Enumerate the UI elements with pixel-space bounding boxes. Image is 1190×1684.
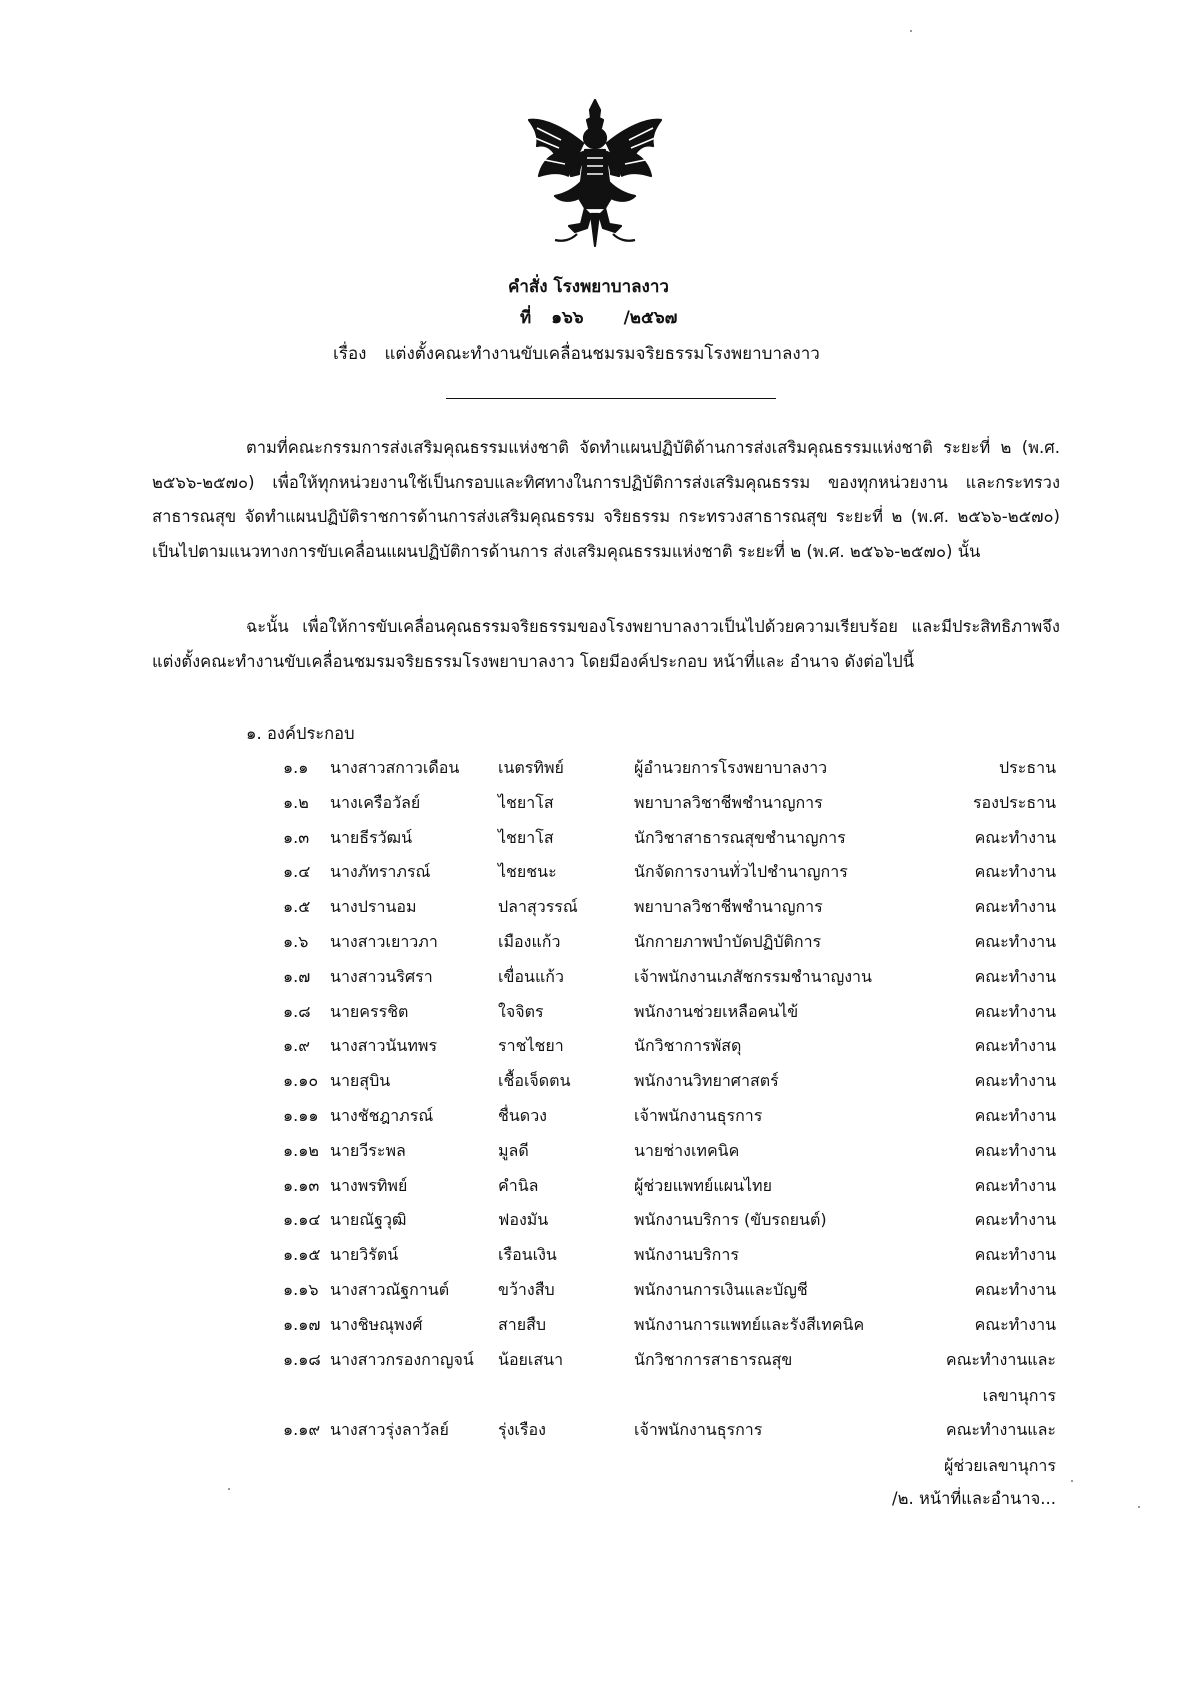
member-role: คณะทำงานและ bbox=[945, 1419, 1056, 1439]
member-row bbox=[0, 930, 1190, 965]
member-role: คณะทำงาน bbox=[974, 897, 1056, 917]
member-name: นางสาวเยาวภา bbox=[330, 931, 438, 951]
scan-speck bbox=[1071, 1480, 1073, 1482]
order-number bbox=[520, 306, 677, 330]
member-name: นายวีระพล bbox=[330, 1140, 406, 1160]
member-surname: ขว้างสืบ bbox=[498, 1279, 555, 1299]
member-role: ประธาน bbox=[998, 758, 1056, 777]
member-role: คณะทำงาน bbox=[974, 1036, 1056, 1056]
member-position: นักวิชาการสาธารณสุข bbox=[634, 1349, 793, 1369]
member-position: เจ้าพนักงานเภสัชกรรมชำนาญงาน bbox=[634, 966, 872, 986]
member-surname: ใจจิตร bbox=[498, 1001, 544, 1021]
member-name: นางสาวสกาวเดือน bbox=[330, 758, 460, 777]
scan-speck bbox=[1138, 1506, 1140, 1508]
order-number-label: ที่ bbox=[520, 308, 532, 328]
member-surname: เนตรทิพย์ bbox=[498, 758, 564, 777]
scan-speck bbox=[910, 30, 912, 32]
member-position: พนักงานการแพทย์และรังสีเทคนิค bbox=[634, 1314, 865, 1334]
member-position: พนักงานบริการ bbox=[634, 1245, 739, 1265]
member-position: พยาบาลวิชาชีพชำนาญการ bbox=[634, 792, 823, 812]
member-name: นางชิษณุพงศ์ bbox=[330, 1314, 423, 1334]
member-number: ๑.๕ bbox=[283, 897, 311, 917]
member-row bbox=[0, 1000, 1190, 1035]
member-row bbox=[0, 1139, 1190, 1174]
member-role-continued: ผู้ช่วยเลขานุการ bbox=[944, 1455, 1056, 1475]
member-number: ๑.๗ bbox=[283, 966, 311, 986]
member-name: นายสุบิน bbox=[330, 1071, 391, 1091]
page-continuation: /๒. หน้าที่และอำนาจ... bbox=[892, 1489, 1056, 1508]
member-surname: ราชไชยา bbox=[498, 1036, 564, 1056]
member-role: คณะทำงานและ bbox=[945, 1349, 1056, 1369]
member-surname: ไชยาโส bbox=[498, 827, 554, 847]
member-position: พนักงานช่วยเหลือคนไข้ bbox=[634, 1001, 799, 1021]
member-position: เจ้าพนักงานธุรการ bbox=[634, 1419, 763, 1439]
header-divider bbox=[446, 398, 776, 399]
member-role: คณะทำงาน bbox=[974, 1279, 1056, 1299]
member-name: นางสาวนันทพร bbox=[330, 1036, 438, 1056]
member-surname: ชื่นดวง bbox=[498, 1105, 547, 1125]
member-position: พยาบาลวิชาชีพชำนาญการ bbox=[634, 897, 823, 917]
member-surname: คำนิล bbox=[498, 1175, 539, 1195]
member-position: นักวิชาการพัสดุ bbox=[634, 1036, 742, 1056]
member-role: คณะทำงาน bbox=[974, 1071, 1056, 1091]
member-row bbox=[0, 1243, 1190, 1278]
member-row bbox=[0, 1313, 1190, 1348]
member-role: คณะทำงาน bbox=[974, 1001, 1056, 1021]
document-title: คำสั่ง โรงพยาบาลงาว bbox=[508, 277, 669, 297]
member-number: ๑.๔ bbox=[283, 862, 311, 882]
member-role: คณะทำงาน bbox=[974, 862, 1056, 882]
member-row bbox=[0, 1348, 1190, 1418]
member-number: ๑.๖ bbox=[283, 931, 309, 951]
member-name: นายวิรัตน์ bbox=[330, 1245, 399, 1265]
member-name: นางเครือวัลย์ bbox=[330, 792, 421, 812]
member-row bbox=[0, 1418, 1190, 1488]
subject-text: แต่งตั้งคณะทำงานขับเคลื่อนชมรมจริยธรรมโรงพยาบาลงาว bbox=[384, 344, 820, 364]
members-list bbox=[0, 756, 1190, 1488]
member-number: ๑.๑๕ bbox=[283, 1245, 321, 1265]
member-role: คณะทำงาน bbox=[974, 1210, 1056, 1230]
member-row bbox=[0, 1174, 1190, 1209]
member-name: นายณัฐวุฒิ bbox=[330, 1210, 407, 1230]
member-row bbox=[0, 1069, 1190, 1104]
member-surname: ฟองมัน bbox=[498, 1210, 549, 1230]
member-role: คณะทำงาน bbox=[974, 1314, 1056, 1334]
member-row bbox=[0, 791, 1190, 826]
member-row bbox=[0, 1034, 1190, 1069]
member-position: พนักงานบริการ (ขับรถยนต์) bbox=[634, 1210, 827, 1230]
member-role: คณะทำงาน bbox=[974, 1175, 1056, 1195]
member-name: นางชัชฎาภรณ์ bbox=[330, 1105, 434, 1125]
member-surname: มูลดี bbox=[498, 1140, 529, 1160]
member-name: นายธีรวัฒน์ bbox=[330, 827, 413, 847]
member-name: นางภัทราภรณ์ bbox=[330, 862, 431, 882]
member-position: เจ้าพนักงานธุรการ bbox=[634, 1105, 763, 1125]
member-row bbox=[0, 1104, 1190, 1139]
member-role: รองประธาน bbox=[972, 792, 1056, 812]
member-name: นางสาวณัฐกานต์ bbox=[330, 1279, 450, 1299]
member-name: นางสาวกรองกาญจน์ bbox=[330, 1349, 474, 1369]
member-surname: น้อยเสนา bbox=[498, 1349, 564, 1369]
member-row bbox=[0, 826, 1190, 861]
member-surname: ปลาสุวรรณ์ bbox=[498, 897, 578, 917]
member-position: พนักงานวิทยาศาสตร์ bbox=[634, 1071, 779, 1091]
member-role: คณะทำงาน bbox=[974, 1140, 1056, 1160]
member-number: ๑.๑๐ bbox=[283, 1071, 319, 1091]
member-name: นางพรทิพย์ bbox=[330, 1175, 408, 1195]
member-role-continued: เลขานุการ bbox=[982, 1385, 1056, 1405]
member-row bbox=[0, 1208, 1190, 1243]
member-row bbox=[0, 860, 1190, 895]
member-number: ๑.๑๔ bbox=[283, 1210, 321, 1230]
member-name: นางสาวนริศรา bbox=[330, 966, 433, 986]
member-row bbox=[0, 756, 1190, 791]
member-number: ๑.๓ bbox=[283, 827, 310, 847]
member-number: ๑.๑๒ bbox=[283, 1140, 319, 1160]
subject-label: เรื่อง bbox=[333, 344, 367, 364]
garuda-emblem-icon bbox=[525, 98, 665, 250]
order-number-value: ๑๖๖ bbox=[551, 308, 584, 328]
member-surname: สายสืบ bbox=[498, 1314, 547, 1334]
member-number: ๑.๑๑ bbox=[283, 1105, 319, 1125]
member-row bbox=[0, 965, 1190, 1000]
member-row bbox=[0, 895, 1190, 930]
member-number: ๑.๑๘ bbox=[283, 1349, 321, 1369]
member-position: นักวิชาสาธารณสุขชำนาญการ bbox=[634, 827, 846, 847]
member-name: นายครรชิต bbox=[330, 1001, 409, 1021]
member-surname: รุ่งเรือง bbox=[498, 1419, 546, 1439]
member-role: คณะทำงาน bbox=[974, 1105, 1056, 1125]
member-role: คณะทำงาน bbox=[974, 931, 1056, 951]
member-number: ๑.๑๗ bbox=[283, 1314, 321, 1334]
member-position: ผู้ช่วยแพทย์แผนไทย bbox=[634, 1175, 772, 1195]
body-paragraph-2: ฉะนั้น เพื่อให้การขับเคลื่อนคุณธรรมจริยธรรมของโรงพยาบาลงาวเป็นไปด้วยความเรียบร้อย และมีประสิทธิภาพจึงแต่งตั้งคณะทำงานขับเคลื่อนชมรมจริยธรรมโรงพยาบาลงาว โดยมีองค์ประกอบ หน้าที่และ อำนาจ ดังต่อไปนี้ bbox=[152, 617, 1060, 671]
member-number: ๑.๑๙ bbox=[283, 1419, 321, 1439]
member-role: คณะทำงาน bbox=[974, 827, 1056, 847]
member-surname: ไชยชนะ bbox=[498, 862, 557, 882]
scan-speck bbox=[228, 1488, 230, 1490]
member-role: คณะทำงาน bbox=[974, 966, 1056, 986]
member-surname: เขื่อนแก้ว bbox=[498, 966, 564, 986]
member-name: นางสาวรุ่งลาวัลย์ bbox=[330, 1419, 449, 1439]
member-number: ๑.๑ bbox=[283, 758, 309, 777]
member-surname: เมืองแก้ว bbox=[498, 931, 561, 951]
member-surname: เรือนเงิน bbox=[498, 1245, 557, 1265]
member-row bbox=[0, 1278, 1190, 1313]
member-surname: เชื้อเจ็ดตน bbox=[498, 1071, 571, 1091]
member-position: ผู้อำนวยการโรงพยาบาลงาว bbox=[634, 758, 828, 777]
member-position: นายช่างเทคนิค bbox=[634, 1140, 740, 1160]
member-number: ๑.๙ bbox=[283, 1036, 310, 1056]
member-name: นางปรานอม bbox=[330, 897, 417, 917]
member-surname: ไชยาโส bbox=[498, 792, 554, 812]
member-role: คณะทำงาน bbox=[974, 1245, 1056, 1265]
order-number-year: /๒๕๖๗ bbox=[623, 308, 678, 328]
member-number: ๑.๘ bbox=[283, 1001, 311, 1021]
member-number: ๑.๑๓ bbox=[283, 1175, 320, 1195]
member-position: นักกายภาพบำบัดปฏิบัติการ bbox=[634, 931, 822, 951]
section-heading-composition: ๑. องค์ประกอบ bbox=[246, 724, 355, 743]
member-number: ๑.๒ bbox=[283, 792, 309, 812]
member-position: นักจัดการงานทั่วไปชำนาญการ bbox=[634, 862, 848, 882]
body-paragraph-1: ตามที่คณะกรรมการส่งเสริมคุณธรรมแห่งชาติ จัดทำแผนปฏิบัติด้านการส่งเสริมคุณธรรมแห่งชาติ ระยะที่ ๒ (พ.ศ. ๒๕๖๖-๒๕๗๐) เพื่อให้ทุกหน่วยงานใช้เป็นกรอบและทิศทางในการปฏิบัติการส่งเสริมคุณธรรม ของทุกหน่วยงาน และกระทรวงสาธารณสุข จัดทำแผนปฏิบัติราชการด้านการส่งเสริมคุณธรรม จริยธรรม กระทรวงสาธารณสุข ระยะที่ ๒ (พ.ศ. ๒๕๖๖-๒๕๗๐) เป็นไปตามแนวทางการขับเคลื่อนแผนปฏิบัติการด้านการ ส่งเสริมคุณธรรมแห่งชาติ ระยะที่ ๒ (พ.ศ. ๒๕๖๖-๒๕๗๐) นั้น bbox=[152, 438, 1060, 561]
member-number: ๑.๑๖ bbox=[283, 1279, 319, 1299]
member-position: พนักงานการเงินและบัญชี bbox=[634, 1279, 808, 1299]
order-subject bbox=[333, 342, 820, 366]
